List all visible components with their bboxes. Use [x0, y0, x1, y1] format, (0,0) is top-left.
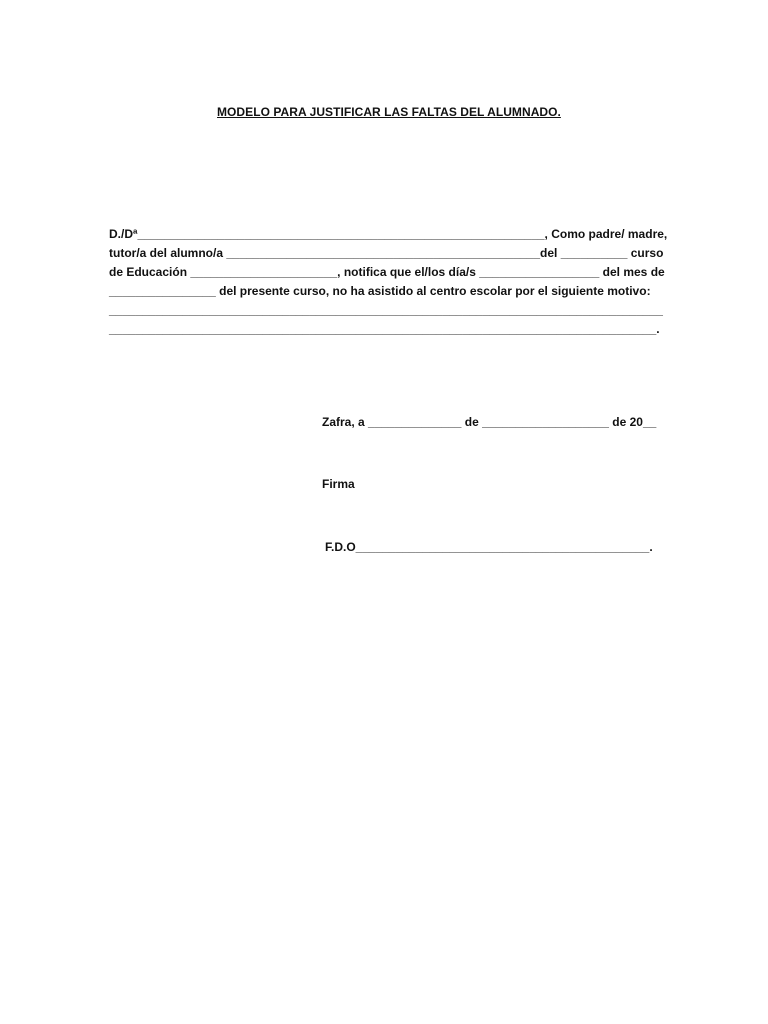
body-line-motive-blank-1: ___________________________________________________________________________________: [109, 303, 663, 317]
signed-by-line: F.D.O____________________________________________.: [325, 540, 653, 554]
body-line-parent-name: D./Dª_____________________________________________________________, Como padre/ madre,: [109, 227, 668, 241]
body-line-student-name: tutor/a del alumno/a _______________________________________________del __________ curso: [109, 246, 664, 260]
body-line-motive-blank-2: __________________________________________________________________________________.: [109, 322, 660, 336]
body-line-month-motive: ________________ del presente curso, no ha asistido al centro escolar por el siguiente motivo:: [109, 284, 651, 298]
body-line-education-dates: de Educación ______________________, notifica que el/los día/s __________________ del mes de: [109, 265, 665, 279]
date-place-line: Zafra, a ______________ de ___________________ de 20__: [322, 415, 657, 429]
signature-label: Firma: [322, 477, 355, 491]
document-title: MODELO PARA JUSTIFICAR LAS FALTAS DEL ALUMNADO.: [217, 105, 561, 119]
